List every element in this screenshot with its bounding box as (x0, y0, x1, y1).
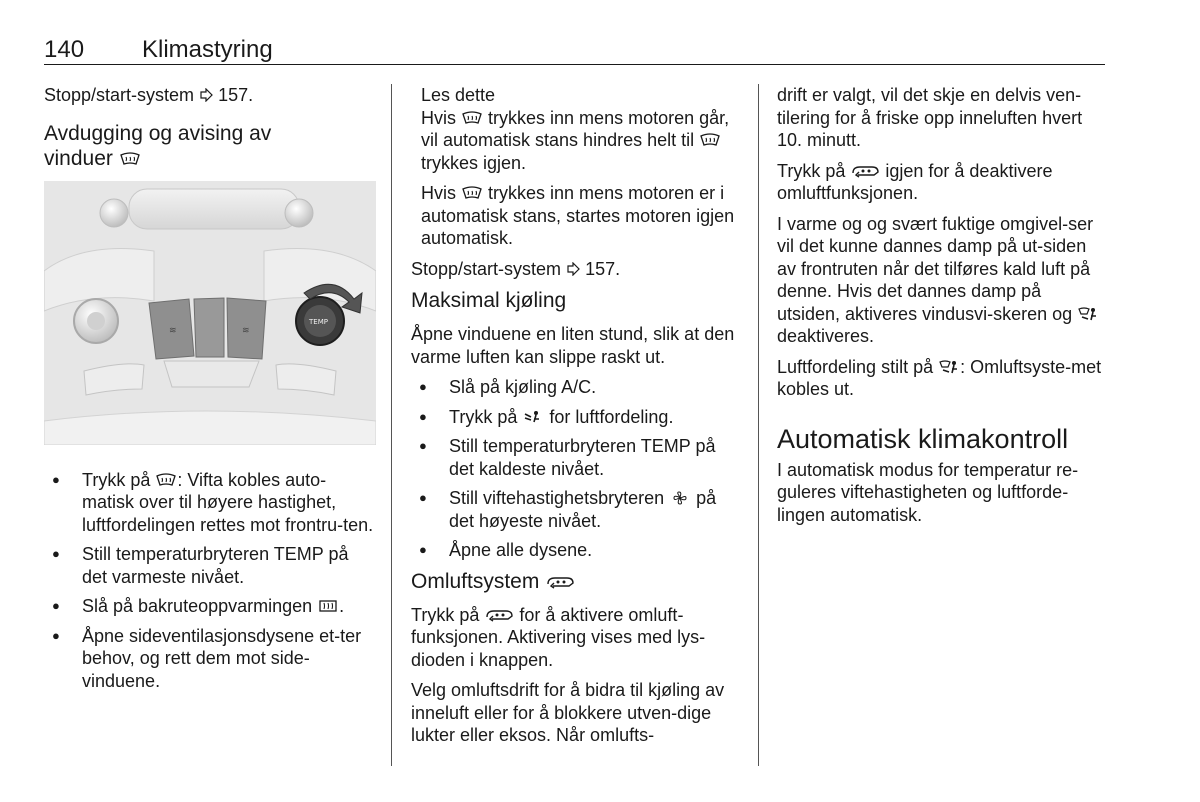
list-item: ● Still viftehastighetsbryteren på det høyeste nivået. (411, 487, 743, 532)
list-item: ● Slå på bakruteoppvarmingen . (44, 595, 376, 618)
column-divider (758, 84, 759, 766)
section-heading-defrost: Avdugging og avising av vinduer (44, 121, 272, 170)
page-reference-icon (199, 88, 213, 102)
list-item: ● Trykk på for luftfordeling. (411, 406, 743, 429)
recirculation-icon (545, 575, 575, 589)
ac-label: A/C (561, 377, 592, 397)
paragraph: I automatisk modus for temperatur re-guleres viftehastigheten og luftforde-lingen automatisk. (777, 459, 1079, 525)
recirculation-icon (484, 608, 514, 622)
recirculation-icon (850, 164, 880, 178)
paragraph: Åpne vinduene en liten stund, slik at den varme luften kan slippe raskt ut. (411, 324, 735, 367)
svg-text:≋: ≋ (242, 325, 250, 336)
section-heading-recirculation: Omluftsystem (411, 569, 743, 594)
page-header (44, 36, 1105, 65)
cross-reference: Stopp/start-system 157. (44, 85, 254, 105)
list-item: ● Still temperaturbryteren TEMP på det varmeste nivået. (44, 543, 376, 588)
paragraph: drift er valgt, vil det skje en delvis ven-tilering for å friske opp inneluften hvert 10. minutt. (777, 85, 1083, 150)
temp-label: TEMP (640, 436, 691, 456)
paragraph: Trykk på igjen for å deaktivere omluftfunksjonen. (777, 160, 1053, 203)
paragraph: I varme og og svært fuktige omgivel-ser vil det kunne dannes damp på ut-siden av frontruten når det tilføres kald luft på denne. Hvis det dannes damp på utsiden, aktiveres vindusvi-skeren og deaktiveres. (777, 213, 1107, 348)
list-item: ● Slå på kjøling A/C. (411, 376, 743, 399)
note-box (411, 84, 743, 250)
note-title: Les dette (421, 85, 496, 105)
cross-reference: Stopp/start-system 157. (411, 258, 621, 279)
list-item: ● Trykk på : Vifta kobles auto-matisk over til høyere hastighet, luftfordelingen rettes mot frontru-ten. (44, 469, 376, 537)
svg-text:≋: ≋ (169, 325, 177, 336)
paragraph: Luftfordeling stilt på : Omluftsyste-met kobles ut. (777, 356, 1102, 399)
max-cooling-steps-list (411, 376, 743, 562)
windscreen-defrost-icon (461, 186, 483, 200)
paragraph: Trykk på for å aktivere omluft-funksjonen. Aktivering vises med lys-dioden i knappen. (411, 604, 706, 670)
column-3 (777, 84, 1107, 534)
air-distribution-person-icon (522, 410, 544, 424)
windscreen-defrost-icon (155, 473, 177, 487)
list-item: ● Still temperaturbryteren TEMP på det kaldeste nivået. (411, 435, 743, 480)
page-number: 140 (44, 36, 85, 63)
section-heading-automatic-climate: Automatisk klimakontroll (777, 423, 1069, 454)
temp-knob-label: TEMP (309, 317, 328, 326)
climate-panel-illustration (44, 181, 376, 445)
rear-window-heating-icon (317, 599, 339, 613)
column-2 (411, 84, 743, 755)
list-item: ● Åpne sideventilasjonsdysene et-ter behov, og rett dem mot side-vinduene. (44, 625, 376, 693)
note-paragraph: Hvis trykkes inn mens motoren er i automatisk stans, startes motoren igjen automatisk. (421, 183, 735, 248)
windscreen-defrost-icon (699, 133, 721, 147)
list-item: ● Åpne alle dysene. (411, 539, 743, 562)
windscreen-person-icon (938, 360, 960, 374)
fan-icon (669, 491, 691, 505)
windscreen-person-icon (1077, 307, 1099, 321)
note-paragraph: Hvis trykkes inn mens motoren går, vil automatisk stans hindres helt til trykkes igjen. (421, 107, 730, 173)
defrost-steps-list (44, 469, 376, 693)
column-1 (44, 84, 376, 699)
temp-label: TEMP (273, 544, 324, 564)
windscreen-defrost-icon (461, 111, 483, 125)
paragraph: Velg omluftsdrift for å bidra til kjøling av inneluft eller for å blokkere utven-dige lukter eller eksos. Når omlufts- (411, 680, 725, 745)
climate-panel-drawing (44, 181, 376, 445)
page-reference-icon (566, 262, 580, 276)
chapter-title: Klimastyring (142, 36, 273, 63)
column-divider (391, 84, 392, 766)
windscreen-defrost-icon (119, 152, 141, 166)
section-heading-max-cooling: Maksimal kjøling (411, 289, 567, 312)
